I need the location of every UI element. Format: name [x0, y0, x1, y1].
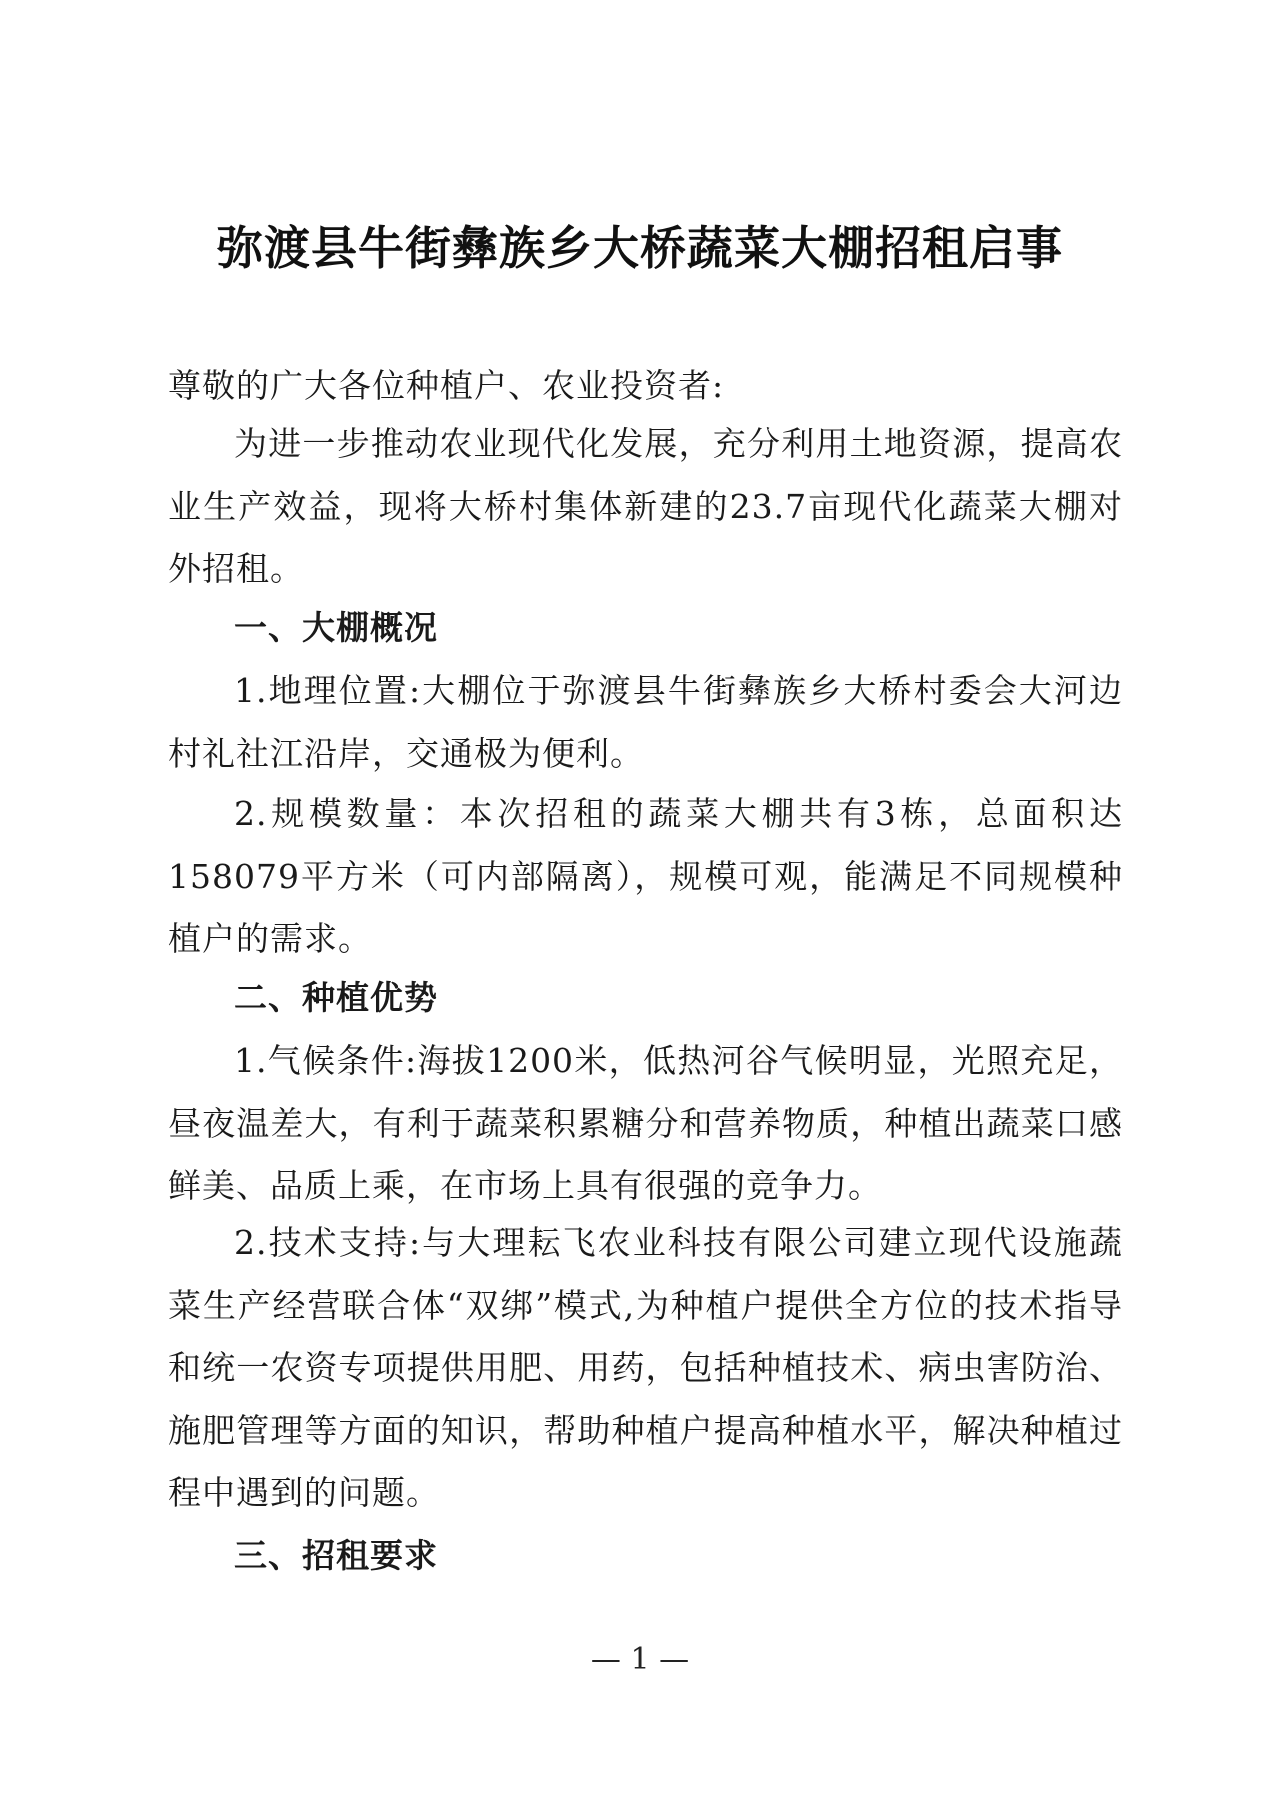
- intro-paragraph: [168, 413, 1123, 601]
- page-number: — 1 —: [590, 1642, 690, 1677]
- scale-text: 2.规模数量：本次招租的蔬菜大棚共有3栋，总面积达158079平方米（可内部隔离），规模可观，能满足不同规模种植户的需求。: [168, 794, 1123, 958]
- salutation: 尊敬的广大各位种植户、农业投资者:: [168, 366, 725, 405]
- location-text: 1.地理位置:大棚位于弥渡县牛街彝族乡大桥村委会大河边村礼社江沿岸，交通极为便利。: [168, 671, 1123, 773]
- section-heading-3: 三、招租要求: [234, 1536, 438, 1575]
- section2-item2: [168, 1212, 1123, 1525]
- tech-support-text: 2.技术支持:与大理耘飞农业科技有限公司建立现代设施蔬菜生产经营联合体“双绑”模式,为种植户提供全方位的技术指导和统一农资专项提供用肥、用药，包括种植技术、病虫害防治、施肥管理等方面的知识，帮助种植户提高种植水平，解决种植过程中遇到的问题。: [168, 1223, 1123, 1512]
- intro-text: 为进一步推动农业现代化发展，充分利用土地资源，提高农业生产效益，现将大桥村集体新建的23.7亩现代化蔬菜大棚对外招租。: [168, 424, 1123, 588]
- section1-item1: [168, 660, 1123, 785]
- section-heading-1: 一、大棚概况: [234, 608, 438, 647]
- document-title: 弥渡县牛街彝族乡大桥蔬菜大棚招租启事: [217, 221, 1063, 275]
- section2-item1: [168, 1030, 1123, 1218]
- climate-text: 1.气候条件:海拔1200米，低热河谷气候明显，光照充足，昼夜温差大，有利于蔬菜积累糖分和营养物质，种植出蔬菜口感鲜美、品质上乘，在市场上具有很强的竞争力。: [168, 1041, 1123, 1205]
- section-heading-2: 二、种植优势: [234, 978, 438, 1017]
- section1-item2: [168, 783, 1123, 971]
